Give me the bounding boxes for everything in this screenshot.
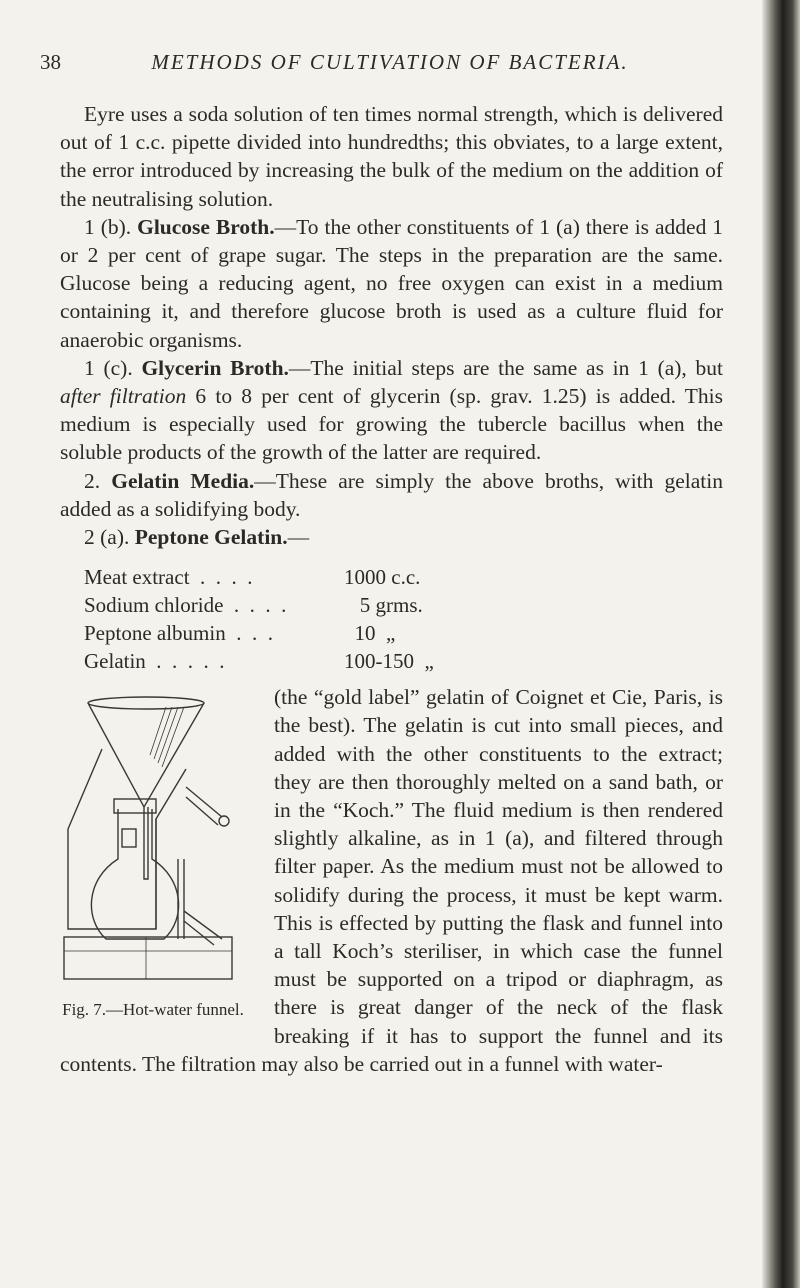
ingredient-quantity: 5 grms. xyxy=(344,593,423,618)
recipe-row xyxy=(84,563,644,591)
recipe-row xyxy=(84,619,644,647)
paragraph-peptone-gelatin xyxy=(60,523,723,551)
paragraph-eyre: Eyre uses a soda solution of ten times normal strength, which is delivered out of 1 c.c. pipette divided into hundredths; this obviates, to a large extent, the error introduced by increasing the bulk of the medium on the addition of the neutralising solution. xyxy=(60,102,723,211)
running-title: METHODS OF CULTIVATION OF BACTERIA. xyxy=(151,50,629,74)
paragraph-glucose-broth xyxy=(60,213,723,354)
ingredient-name: Gelatin . . . . . xyxy=(84,649,225,674)
section-heading-glycerin-broth: Glycerin Broth. xyxy=(141,355,289,380)
page-body xyxy=(60,100,723,1078)
recipe-row xyxy=(84,647,644,675)
section-number: 1 (c). xyxy=(84,355,133,380)
ingredient-name: Meat extract . . . . xyxy=(84,565,253,590)
section-heading-gelatin-media: Gelatin Media. xyxy=(111,468,255,493)
figure-hot-water-funnel xyxy=(46,689,260,1024)
section-number: 1 (b). xyxy=(84,214,132,239)
recipe-table xyxy=(84,563,644,675)
section-heading-peptone-gelatin: Peptone Gelatin. xyxy=(134,525,288,550)
ingredient-quantity: 1000 c.c. xyxy=(344,565,421,590)
ingredient-quantity: 100-150 „ xyxy=(344,649,434,674)
paragraph-gelatin-media xyxy=(60,467,723,523)
recipe-row xyxy=(84,591,644,619)
section-number: 2. xyxy=(84,468,101,493)
figure-caption: Fig. 7.—Hot-water funnel. xyxy=(62,1000,244,1020)
paragraph-after-recipe: (the “gold label” gelatin of Coignet et Cie, Paris, is the best). The gelatin is cut into small pieces, and added with the other constituents to the extract; they are then thoroughly melted on a sand bath, or in the “Koch.” The fluid medium is then rendered slightly alkaline, as in 1 (a), and filtered through filter paper. As the medium must not be allowed to solidify during the process, it must be kept warm. This is effected by putting the flask and funnel into a tall Koch’s steriliser, in which case the funnel must be supported on a tripod or diaphragm, as there is great danger of the neck of the flask breaking if it has to support the funnel and its contents. The filtration may also be carried out in a funnel with water- xyxy=(60,685,723,1076)
section-heading-glucose-broth: Glucose Broth. xyxy=(137,214,275,239)
ingredient-name: Sodium chloride . . . . xyxy=(84,593,287,618)
section-text: — xyxy=(287,525,310,550)
ingredient-name: Peptone albumin . . . xyxy=(84,621,273,646)
page-number: 38 xyxy=(40,50,61,74)
section-number: 2 (a). xyxy=(84,525,130,550)
section-text: —The initial steps are the same as in 1 (a), but xyxy=(288,355,723,380)
section-text: 6 to 8 per cent of glycerin (sp. grav. 1.25) is added. This medium is especially used for growing the tubercle bacillus when the soluble products of the growth of the latter are required. xyxy=(60,384,723,465)
ingredient-quantity: 10 „ xyxy=(344,621,396,646)
page-edge-shadow xyxy=(762,0,800,1288)
section-text: —These are simply the above broths, with gelatin added as a solidifying body. xyxy=(60,468,723,521)
hot-water-funnel-icon xyxy=(46,689,260,999)
italic-phrase: after filtration xyxy=(60,384,187,409)
paragraph-glycerin-broth xyxy=(60,354,723,467)
page-header xyxy=(40,50,740,80)
section-text: —To the other constituents of 1 (a) there is added 1 or 2 per cent of grape sugar. The steps in the preparation are the same. Glucose being a reducing agent, no free oxygen can exist in a medium containing it, and therefore glucose broth is used as a culture fluid for anaerobic organisms. xyxy=(60,214,724,352)
